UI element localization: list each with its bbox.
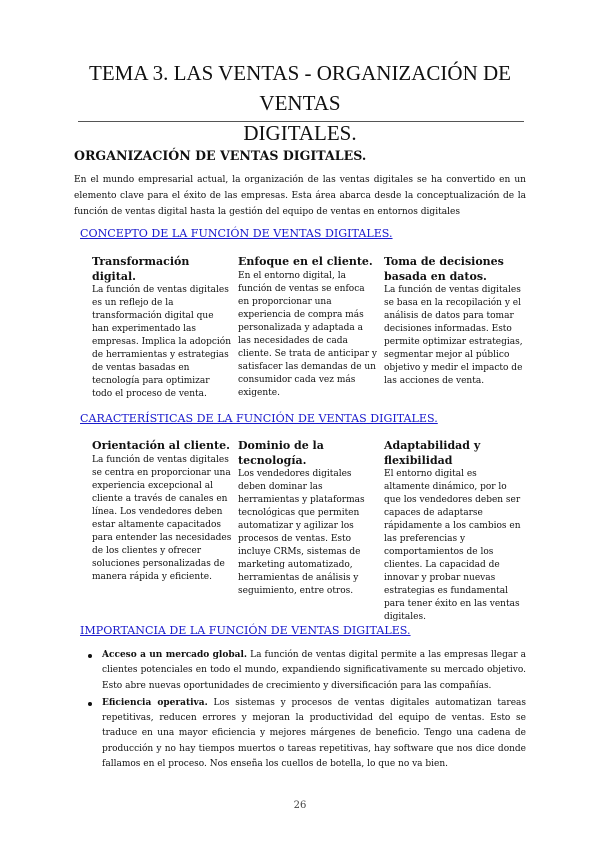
column-heading: Toma de decisiones basada en datos. [384,255,504,283]
importancia-list [88,648,526,774]
importancia-section-link[interactable]: IMPORTANCIA DE LA FUNCIÓN DE VENTAS DIGITALES. [80,624,411,637]
concepto-column-2 [238,255,378,400]
caracteristicas-column-2 [238,439,378,598]
column-body: La función de ventas digitales se centra en proporcionar una experiencia excepcional al cliente a través de canales en línea. Los vendedores deben estar altamente capacitados para entender las necesidades de los clientes y ofrecer soluciones personalizadas de manera rápida y eficiente. [92,454,232,582]
caracteristicas-section-link[interactable]: CARACTERÍSTICAS DE LA FUNCIÓN DE VENTAS DIGITALES. [80,412,438,425]
column-heading: Transformación digital. [92,255,190,283]
list-item [88,696,526,772]
column-heading: Adaptabilidad y flexibilidad [384,439,481,467]
caracteristicas-column-1 [92,439,232,584]
bullet-icon [88,654,92,658]
column-body: La función de ventas digitales es un reflejo de la transformación digital que han experimentado las empresas. Implica la adopción de herramientas y estrategias de ventas basadas en tecnología para optimizar todo el proceso de venta. [92,285,231,400]
column-body: El entorno digital es altamente dinámico, por lo que los vendedores deben ser capaces de adaptarse rápidamente a los cambios en las preferencias y comportamientos de los clientes. La capacidad de innovar y probar nuevas estrategias es fundamental para tener éxito en las ventas digitales. [384,469,521,623]
column-heading: Dominio de la tecnología. [238,439,324,467]
page-title [60,58,540,148]
column-body: Los vendedores digitales deben dominar las herramientas y plataformas tecnológicas que permiten automatizar y agilizar los procesos de ventas. Esto incluye CRMs, sistemas de marketing automatizado, herramientas de análisis y seguimiento, entre otros. [238,469,365,597]
column-body: La función de ventas digitales se basa en la recopilación y el análisis de datos para tomar decisiones informadas. Esto permite optimizar estrategias, segmentar mejor al público objetivo y medir el impacto de las acciones de venta. [384,285,523,387]
column-heading: Orientación al cliente. [92,439,230,452]
page-title-line-1: TEMA 3. LAS VENTAS - ORGANIZACIÓN DE VENTAS [89,61,511,115]
title-divider [78,121,524,122]
list-item [88,648,526,694]
page-number: 26 [293,800,307,811]
concepto-column-1 [92,255,232,401]
list-item-text: La función de ventas digital permite a las empresas llegar a clientes potenciales en todo el mundo, expandiendo significativamente su mercado objetivo. Esto abre nuevas oportunidades de crecimiento y diversificación para las compañías. [102,650,527,691]
column-body: En el entorno digital, la función de ventas se enfoca en proporcionar una experiencia de compra más personalizada y adaptada a las necesidades de cada cliente. Se trata de anticipar y satisfacer las demandas de un consumidor cada vez más exigente. [238,270,377,398]
caracteristicas-column-3 [384,439,524,624]
intro-paragraph: En el mundo empresarial actual, la organización de las ventas digitales se ha convertido en un elemento clave para el éxito de las empresas. Esta área abarca desde la conceptualización de la función de ventas digital hasta la gestión del equipo de ventas en entornos digitales [74,175,526,218]
page-title-line-2: DIGITALES. [243,121,357,145]
concepto-column-3 [384,255,524,388]
column-heading: Enfoque en el cliente. [238,255,373,268]
list-item-text: Los sistemas y procesos de ventas digitales automatizan tareas repetitivas, reducen errores y mejoran la productividad del equipo de ventas. Esto se traduce en una mayor eficiencia y mejores márgenes de beneficio. Tengo una cadena de producción y no hay tiempos muertos o tareas repetitivas, hay software que nos dice donde fallamos en el proceso. Nos enseña los cuellos de botella, lo que no va bien. [102,697,527,770]
section-heading: ORGANIZACIÓN DE VENTAS DIGITALES. [74,148,367,163]
bullet-icon [88,702,92,706]
list-item-lead: Eficiencia operativa. [102,697,208,708]
concepto-section-link[interactable]: CONCEPTO DE LA FUNCIÓN DE VENTAS DIGITALES. [80,227,393,240]
list-item-lead: Acceso a un mercado global. [102,650,248,660]
